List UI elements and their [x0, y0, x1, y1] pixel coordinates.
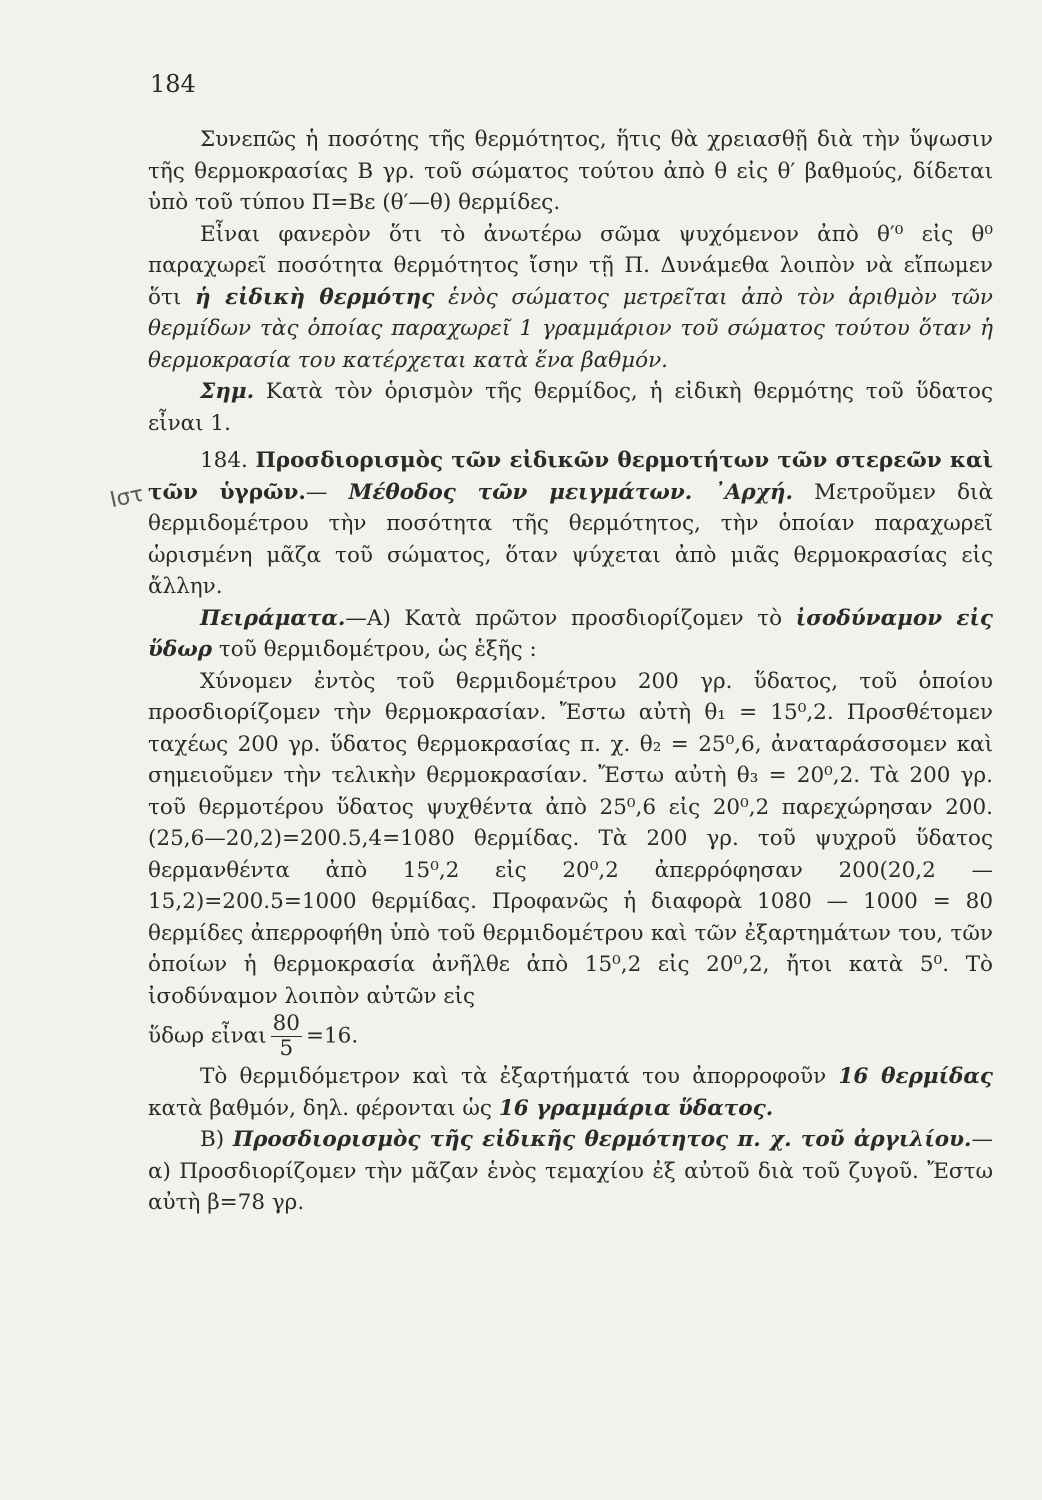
note-label: Σημ.: [200, 379, 255, 404]
text-span: Β): [200, 1127, 233, 1152]
page-body: [148, 124, 993, 1219]
paragraph-note: [148, 376, 993, 439]
formula-line: [148, 1012, 993, 1061]
text-span: —α) Προσδιορίζομεν τὴν μᾶζαν ἑνὸς τεμαχίου ἐξ αὐτοῦ διὰ τοῦ ζυγοῦ. Ἔστω αὐτὴ β=78 γρ.: [148, 1127, 994, 1215]
dash: —: [305, 479, 349, 505]
section-title: Προσδιορισμὸς τῶν εἰδικῶν θερμοτήτων τῶν στερεῶν καὶ τῶν ὑγρῶν.: [148, 448, 993, 505]
page-number: 184: [150, 70, 196, 98]
section-number: 184.: [200, 448, 256, 473]
fraction: [271, 1012, 302, 1061]
term-specific-heat: ἡ εἰδικὴ θερμότης: [195, 284, 435, 310]
paragraph-conclusion: [148, 1061, 993, 1124]
text-span: —Α) Κατὰ πρῶτον προσδιορίζομεν τὸ: [345, 605, 796, 631]
fraction-numerator: 80: [272, 1011, 300, 1036]
method-title: Μέθοδος τῶν μειγμάτων. ᾽Αρχή.: [348, 479, 793, 505]
emphasis-16-grams: 16 γραμμάρια ὕδατος.: [498, 1095, 774, 1121]
text-span: Εἶναι φανερὸν ὅτι τὸ ἀνωτέρω σῶμα ψυχόμενον ἀπὸ θ′⁰ εἰς θ⁰ παραχωρεῖ ποσότητα θερμότητος ἴσην τῇ Π. Δυνάμεθα λοιπὸν νὰ εἴπωμεν ὅτι: [148, 221, 993, 310]
aluminium-title: Προσδιορισμὸς τῆς εἰδικῆς θερμότητος π. χ. τοῦ ἀργιλίου.: [232, 1127, 972, 1152]
paragraph-procedure: Χύνομεν ἐντὸς τοῦ θερμιδομέτρου 200 γρ. ὕδατος, τοῦ ὁποίου προσδιορίζομεν τὴν θερμοκρασίαν. Ἔστω αὐτὴ θ₁ = 15⁰,2. Προσθέτομεν ταχέως 200 γρ. ὕδατος θερμοκρασίας π. χ. θ₂ = 25⁰,6, ἀναταράσσομεν καὶ σημειοῦμεν τὴν τελικὴν θερμοκρασίαν. Ἔστω αὐτὴ θ₃ = 20⁰,2. Τὰ 200 γρ. τοῦ θερμοτέρου ὕδατος ψυχθέντα ἀπὸ 25⁰,6 εἰς 20⁰,2 παρεχώρησαν 200.(25,6—20,2)=200.5,4=1080 θερμίδας. Τὰ 200 γρ. τοῦ ψυχροῦ ὕδατος θερμανθέντα ἀπὸ 15⁰,2 εἰς 20⁰,2 ἀπερρόφησαν 200(20,2 — 15,2)=200.5=1000 θερμίδας. Προφανῶς ἡ διαφορὰ 1080 — 1000 = 80 θερμίδες ἀπερροφήθη ὑπὸ τοῦ θερμιδομέτρου καὶ τῶν ἐξαρτημάτων του, τῶν ὁποίων ἡ θερμοκρασία ἀνῆλθε ἀπὸ 15⁰,2 εἰς 20⁰,2, ἤτοι κατὰ 5⁰. Τὸ ἰσοδύναμον λοιπὸν αὐτῶν εἰς: [148, 668, 993, 1009]
text-span: κατὰ βαθμόν, δηλ. φέρονται ὡς: [148, 1095, 499, 1121]
formula-prefix: ὕδωρ εἶναι: [148, 1023, 267, 1049]
section-184: [148, 445, 993, 603]
note-text: Κατὰ τὸν ὁρισμὸν τῆς θερμίδος, ἡ εἰδικὴ θερμότης τοῦ ὕδατος εἶναι 1.: [148, 379, 993, 436]
paragraph-aluminium: [148, 1124, 993, 1219]
paragraph-specific-heat-definition: [148, 219, 993, 377]
text-span: τοῦ θερμιδομέτρου, ὡς ἑξῆς :: [212, 637, 537, 662]
fraction-denominator: 5: [279, 1036, 294, 1061]
emphasis-16-calories: 16 θερμίδας: [838, 1064, 993, 1089]
handwritten-margin-note: Ιστ: [107, 481, 146, 514]
paragraph-heat-quantity: Συνεπῶς ἡ ποσότης τῆς θερμότητος, ἥτις θὰ χρειασθῇ διὰ τὴν ὕψωσιν τῆς θερμοκρασίας Β γρ. τοῦ σώματος τούτου ἀπὸ θ εἰς θ′ βαθμούς, δίδεται ὑπὸ τοῦ τύπου Π=Βε (θ′—θ) θερμίδες.: [148, 127, 993, 215]
text-span: Τὸ θερμιδόμετρον καὶ τὰ ἐξαρτήματά του ἀπορροφοῦν: [200, 1064, 839, 1089]
term-water-equivalent: ἰσοδύναμον εἰς ὕδωρ: [148, 605, 993, 662]
experiments-label: Πειράματα.: [200, 605, 346, 631]
paragraph-experiments: [148, 603, 993, 666]
formula-suffix: =16.: [305, 1023, 359, 1049]
section-text: Μετροῦμεν διὰ θερμιδομέτρου τὴν ποσότητα τῆς θερμότητος, τὴν ὁποίαν παραχωρεῖ ὡρισμένη μᾶζα τοῦ σώματος, ὅταν ψύχεται ἀπὸ μιᾶς θερμοκρασίας εἰς ἄλλην.: [148, 479, 993, 599]
definition-text: ἑνὸς σώματος μετρεῖται ἀπὸ τὸν ἀριθμὸν τῶν θερμίδων τὰς ὁποίας παραχωρεῖ 1 γραμμάριον τοῦ σώματος τούτου ὅταν ἡ θερμοκρασία του κατέρχεται κατὰ ἕνα βαθμόν.: [148, 284, 993, 373]
